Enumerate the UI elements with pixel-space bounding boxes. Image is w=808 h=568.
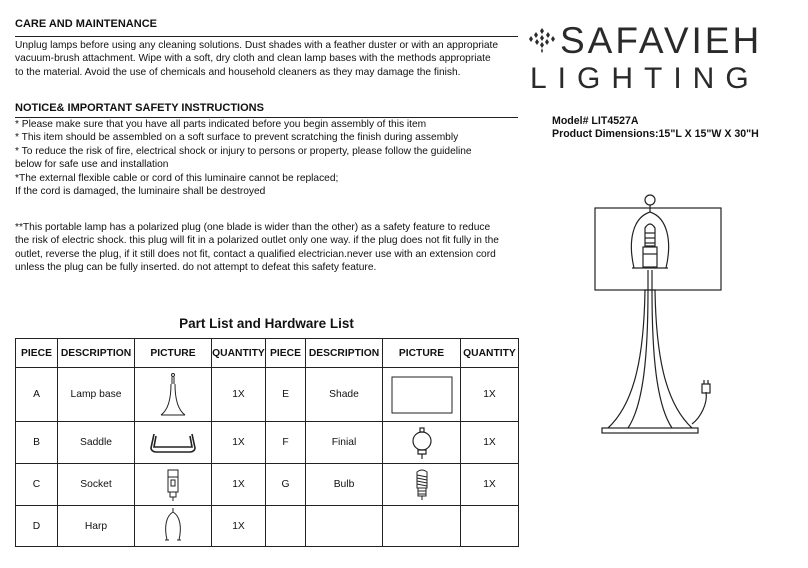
lamp-base-icon (158, 372, 188, 418)
piece-cell: F (266, 422, 306, 464)
description-cell: Finial (306, 422, 383, 464)
shade-icon (390, 375, 454, 415)
quantity-cell: 1X (212, 506, 266, 547)
quantity-cell: 1X (212, 422, 266, 464)
plug-line: outlet, reverse the plug, if it still does not fit, contact a qualified electrician.never use with an extension cord (15, 248, 496, 260)
picture-cell (383, 506, 461, 547)
table-header-row (16, 339, 519, 368)
plug-line: the risk of electric shock. this plug will fit in a polarized outlet only one way. if the plug does not fit fully in the (15, 235, 499, 247)
care-line: to the material. Avoid the use of chemicals and household cleaners as they may damage the finish. (15, 66, 461, 78)
care-divider (15, 36, 518, 37)
picture-cell (383, 464, 461, 506)
picture-cell (135, 368, 212, 422)
picture-cell (383, 368, 461, 422)
quantity-cell: 1X (461, 464, 519, 506)
brand-name: SAFAVIEH (560, 20, 763, 61)
piece-cell (266, 506, 306, 547)
product-dimensions: Product Dimensions:15"L X 15"W X 30"H (552, 128, 759, 140)
notice-line: below for safe use and installation (15, 159, 169, 171)
care-text (15, 39, 520, 79)
parts-table (15, 338, 519, 547)
description-cell: Bulb (306, 464, 383, 506)
description-cell: Shade (306, 368, 383, 422)
parts-table-title: Part List and Hardware List (179, 316, 354, 331)
quantity-cell (461, 506, 519, 547)
picture-cell (135, 422, 212, 464)
saddle-icon (148, 430, 198, 456)
description-cell: Saddle (58, 422, 135, 464)
table-row (16, 368, 519, 422)
piece-cell: D (16, 506, 58, 547)
piece-cell: A (16, 368, 58, 422)
header-piece: PIECE (266, 339, 306, 368)
header-quantity: QUANTITY (461, 339, 519, 368)
lamp-assembly-illustration (588, 192, 728, 442)
table-row (16, 506, 519, 547)
notice-heading: NOTICE& IMPORTANT SAFETY INSTRUCTIONS (15, 102, 264, 114)
notice-line: * This item should be assembled on a soft surface to prevent scratching the finish during assembly (15, 132, 459, 144)
chandelier-logo-icon (528, 26, 556, 54)
plug-warning (15, 221, 520, 275)
bulb-icon (412, 468, 432, 502)
picture-cell (383, 422, 461, 464)
table-row (16, 422, 519, 464)
notice-line: *The external flexible cable or cord of this luminaire cannot be replaced; (15, 172, 339, 184)
plug-line: unless the plug can be fully inserted. do not attempt to defeat this safety feature. (15, 262, 377, 274)
description-cell: Lamp base (58, 368, 135, 422)
picture-cell (135, 464, 212, 506)
description-cell (306, 506, 383, 547)
quantity-cell: 1X (461, 368, 519, 422)
harp-icon (161, 507, 185, 545)
notice-line: * To reduce the risk of fire, electrical shock or injury to persons or property, please follow the guideline (15, 145, 472, 157)
header-piece: PIECE (16, 339, 58, 368)
plug-line: **This portable lamp has a polarized plug (one blade is wider than the other) as a safety feature to reduce (15, 222, 491, 233)
picture-cell (135, 506, 212, 547)
quantity-cell: 1X (212, 464, 266, 506)
header-picture: PICTURE (383, 339, 461, 368)
socket-icon (165, 468, 181, 502)
finial-icon (410, 426, 434, 460)
description-cell: Socket (58, 464, 135, 506)
header-description: DESCRIPTION (306, 339, 383, 368)
description-cell: Harp (58, 506, 135, 547)
piece-cell: C (16, 464, 58, 506)
header-description: DESCRIPTION (58, 339, 135, 368)
quantity-cell: 1X (212, 368, 266, 422)
care-line: vacuum-brush attachment. Wipe with a soft, dry cloth and clean lamp bases with the methods appropriate (15, 53, 491, 65)
table-row (16, 464, 519, 506)
notice-line: If the cord is damaged, the luminaire shall be destroyed (15, 186, 266, 198)
notice-text (15, 118, 520, 198)
header-quantity: QUANTITY (212, 339, 266, 368)
care-heading: CARE AND MAINTENANCE (15, 18, 157, 30)
piece-cell: E (266, 368, 306, 422)
brand-sub: LIGHTING (530, 62, 760, 95)
piece-cell: G (266, 464, 306, 506)
model-number: Model# LIT4527A (552, 115, 639, 127)
care-line: Unplug lamps before using any cleaning solutions. Dust shades with a feather duster or with an appropriate (15, 40, 499, 51)
header-picture: PICTURE (135, 339, 212, 368)
quantity-cell: 1X (461, 422, 519, 464)
piece-cell: B (16, 422, 58, 464)
notice-line: * Please make sure that you have all parts indicated before you begin assembly of this item (15, 119, 427, 130)
